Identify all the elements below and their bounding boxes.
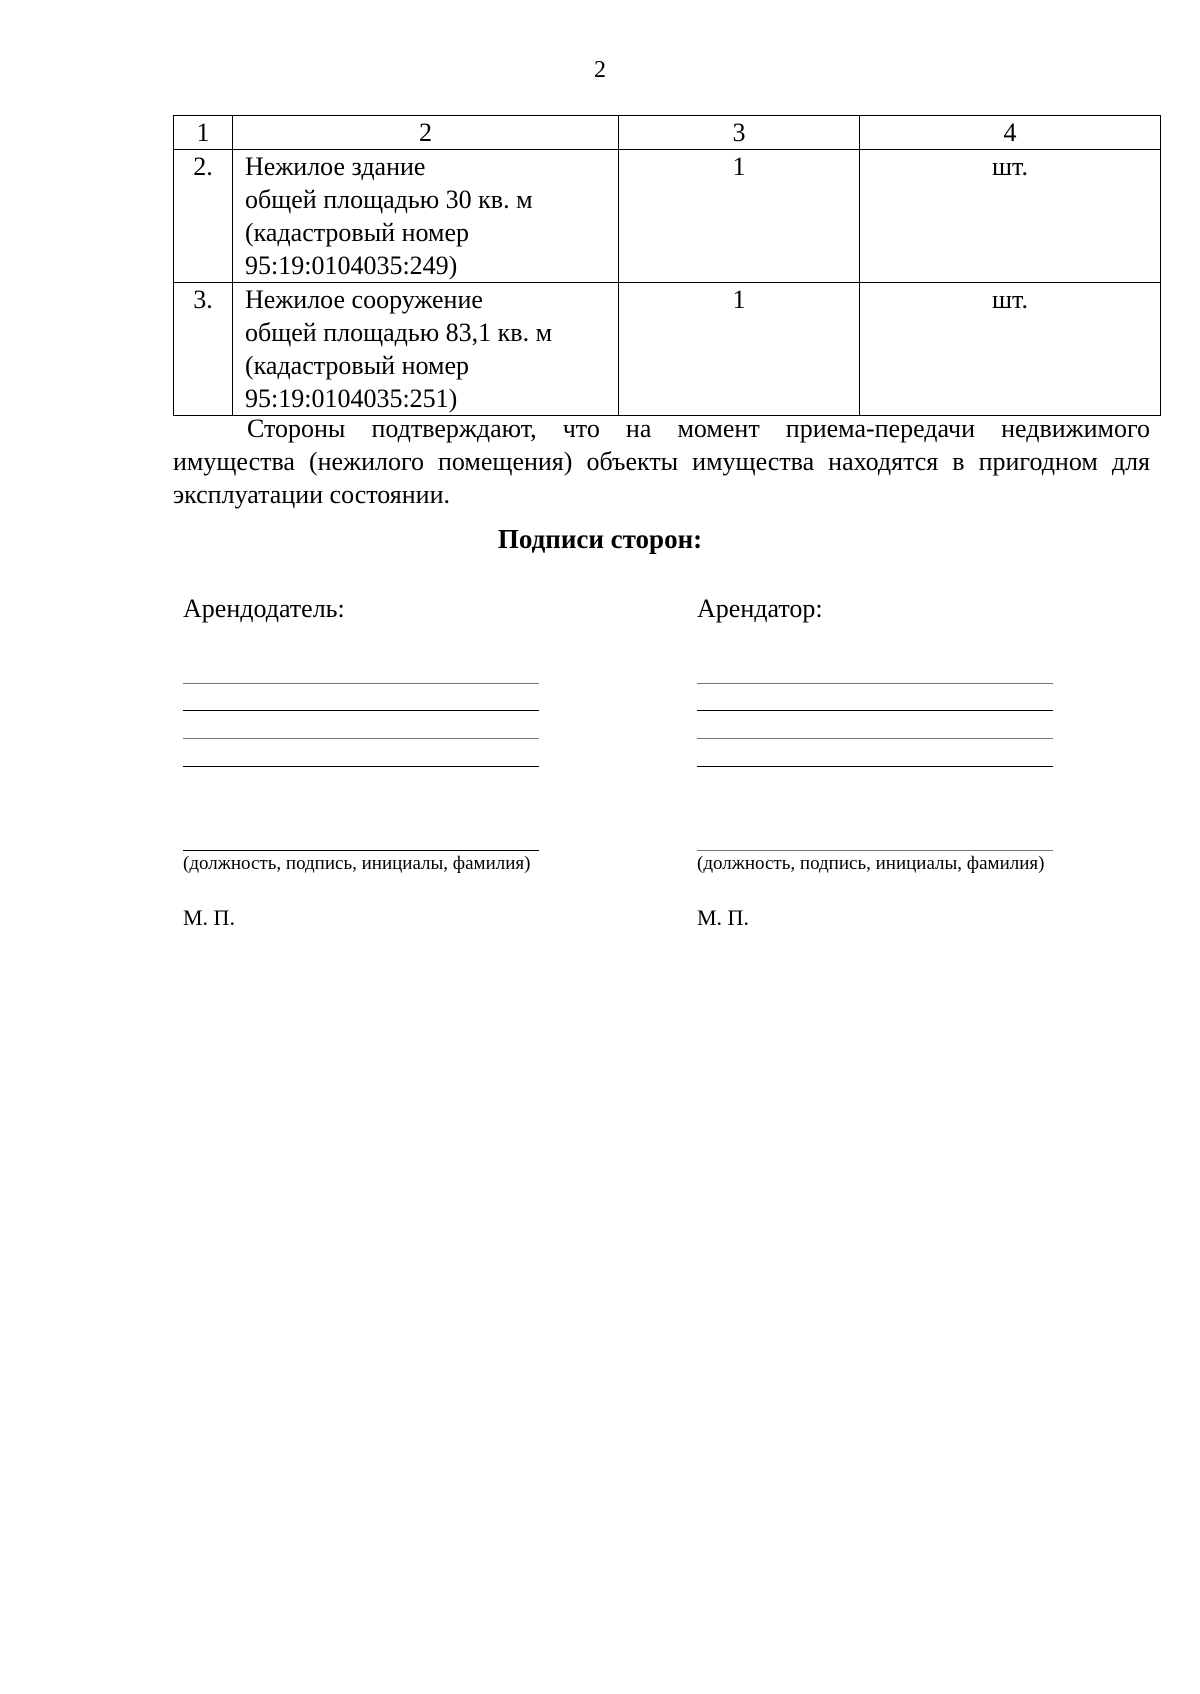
- object-description: [233, 150, 619, 283]
- table-row: [174, 283, 1161, 416]
- landlord-signature-caption: (должность, подпись, инициалы, фамилия): [183, 853, 531, 874]
- landlord-label: Арендодатель:: [183, 594, 345, 623]
- signature-blank-line: [183, 710, 539, 711]
- signature-blank-line: [183, 738, 539, 739]
- signature-blank-line: [697, 683, 1053, 684]
- signature-blank-line: [183, 850, 539, 851]
- row-number: 3.: [174, 283, 233, 416]
- tenant-stamp-mark: М. П.: [697, 905, 749, 930]
- object-name-line: Нежилое сооружение: [245, 285, 483, 314]
- page-number: 2: [594, 57, 606, 83]
- signature-blank-line: [697, 710, 1053, 711]
- object-quantity: 1: [619, 150, 860, 283]
- signature-blank-line: [697, 850, 1053, 851]
- object-name-line: общей площадью 83,1 кв. м: [245, 318, 553, 347]
- signature-blank-line: [697, 738, 1053, 739]
- signature-blank-line: [183, 766, 539, 767]
- object-name-line: 95:19:0104035:249): [245, 251, 458, 280]
- signature-blank-line: [697, 766, 1053, 767]
- landlord-signature-block: [183, 592, 563, 930]
- column-header-4: 4: [860, 116, 1161, 150]
- column-header-1: 1: [174, 116, 233, 150]
- row-number: 2.: [174, 150, 233, 283]
- object-name-line: общей площадью 30 кв. м: [245, 185, 533, 214]
- object-quantity: 1: [619, 283, 860, 416]
- tenant-signature-block: [697, 592, 1077, 930]
- signature-blank-line: [183, 683, 539, 684]
- landlord-stamp-mark: М. П.: [183, 905, 235, 930]
- tenant-signature-caption: (должность, подпись, инициалы, фамилия): [697, 853, 1045, 874]
- object-name-line: (кадастровый номер: [245, 351, 469, 380]
- object-description: [233, 283, 619, 416]
- object-unit: шт.: [860, 150, 1161, 283]
- object-unit: шт.: [860, 283, 1161, 416]
- tenant-label: Арендатор:: [697, 594, 823, 623]
- signatures-title: Подписи сторон:: [497, 524, 703, 554]
- column-header-3: 3: [619, 116, 860, 150]
- object-name-line: (кадастровый номер: [245, 218, 469, 247]
- condition-statement: Стороны подтверждают, что на момент приема-передачи недвижимого имущества (нежилого помещения) объекты имущества находятся в пригодном для эксплуатации состоянии.: [173, 414, 1150, 509]
- property-table: [173, 115, 1161, 416]
- table-row: [174, 150, 1161, 283]
- object-name-line: Нежилое здание: [245, 152, 426, 181]
- object-name-line: 95:19:0104035:251): [245, 384, 458, 413]
- column-header-2: 2: [233, 116, 619, 150]
- table-header-row: [174, 116, 1161, 150]
